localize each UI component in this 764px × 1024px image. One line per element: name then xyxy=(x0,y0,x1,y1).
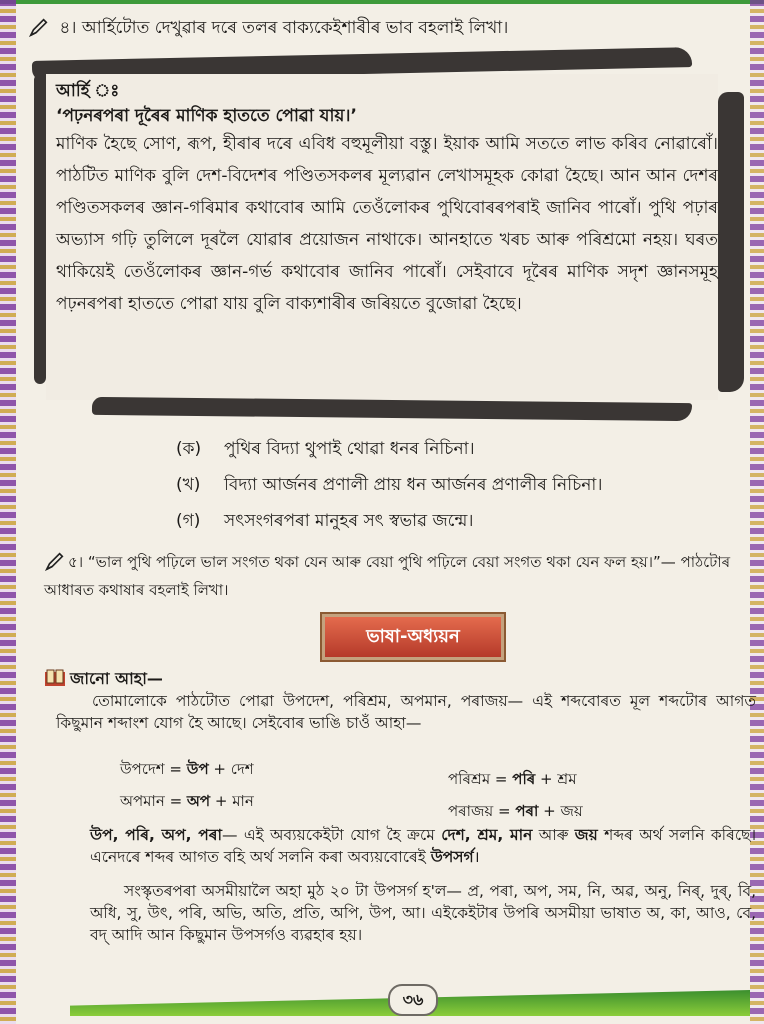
explain-bold: উপ, পৰি, অপ, পৰা xyxy=(90,826,223,844)
breakdown-word: উপদেশ xyxy=(120,760,165,778)
option-marker: (গ) xyxy=(176,511,201,531)
section-heading-bhasha-adhyayan: ভাষা-অধ্যয়ন xyxy=(322,614,504,660)
sanskrit-prefix-paragraph: সংস্কৃতৰপৰা অসমীয়ালৈ অহা মুঠ ২০ টা উপসৰ্গ হ'ল— প্ৰ, পৰা, অপ, সম, নি, অৱ, অনু, নিৰ্, দুৰ্, বি, অধি, সু, উৎ, পৰি, অভি, অতি, প্ৰতি, অপি, উপ, আ। এইকেইটাৰ উপৰি অসমীয়া ভাষাত অ, কা, আও, বে, বদ্ আদি আন কিছুমান উপসৰ্গও ব্যৱহাৰ হয়। xyxy=(90,882,756,944)
question-5 xyxy=(44,548,750,604)
brush-frame-right xyxy=(718,92,744,392)
breakdown-prefix: অপ xyxy=(186,792,211,810)
breakdown-porishrom: পৰিশ্ৰম = পৰি + শ্ৰম xyxy=(448,770,577,788)
option-text: পুথিৰ বিদ্যা থুপাই থোৱা ধনৰ নিচিনা। xyxy=(224,439,475,459)
explain-bold: জয় xyxy=(574,826,598,844)
question-4-text: ৪। আৰ্হিটোত দেখুৱাৰ দৰে তলৰ বাক্যকেইশাৰীৰ ভাব বহলাই লিখা। xyxy=(59,18,509,38)
breakdown-opoman: অপমান = অপ + মান xyxy=(120,792,254,810)
question-5-text: ৫। “ভাল পুথি পঢ়িলে ভাল সংগত থকা যেন আৰু বেয়া পুথি পঢ়িলে বেয়া সংগত থকা যেন ফল হয়।”— পাঠটোৰ আধাৰত কথাষাৰ বহলাই লিখা। xyxy=(44,553,731,599)
breakdown-word: অপমান xyxy=(120,792,165,810)
breakdown-word: পৰাজয় xyxy=(448,802,494,820)
breakdown-prefix: পৰি xyxy=(512,770,536,788)
option-text: বিদ্যা আৰ্জনৰ প্ৰণালী প্ৰায় ধন আৰ্জনৰ প্ৰণালীৰ নিচিনা। xyxy=(224,475,603,495)
example-title: আৰ্হি ঃ xyxy=(56,81,120,101)
breakdown-root: জয় xyxy=(560,802,583,820)
example-body: মাণিক হৈছে সোণ, ৰূপ, হীৰাৰ দৰে এবিধ বহুমূলীয়া বস্তু। ইয়াক আমি সততে লাভ কৰিব নোৱাৰোঁ। পাঠটিত মাণিক বুলি দেশ-বিদেশৰ পণ্ডিতসকলৰ মূল্যৱান লেখাসমূহক কোৱা হৈছে। আন আন দেশৰ পণ্ডিতসকলৰ জ্ঞান-গৰিমাৰ কথাবোৰ আমি তেওঁলোকৰ পুথিবোৰৰপৰাই জানিব পাৰোঁ। পুথি পঢ়াৰ অভ্যাস গঢ়ি তুলিলে দূৰলৈ যোৱাৰ প্ৰয়োজন নাথাকে। আনহাতে খৰচ আৰু পৰিশ্ৰমো নহয়। ঘৰত থাকিয়েই তেওঁলোকৰ জ্ঞান-গৰ্ভ কথাবোৰ জানিব পাৰোঁ। সেইবাবে দূৰৈৰ মাণিক সদৃশ জ্ঞানসমূহ পঢ়নৰপৰা হাততে পোৱা যায় বুলি বাক্যশাৰীৰ জৰিয়তে বুজোৱা হৈছে। xyxy=(56,134,718,314)
explain-paragraph: উপ, পৰি, অপ, পৰা— এই অব্যয়কেইটা যোগ হৈ ক্ৰমে দেশ, শ্ৰম, মান আৰু জয় শব্দৰ অৰ্থ সলনি কৰিছে। এনেদৰে শব্দৰ আগত বহি অৰ্থ সলনি কৰা অব্যয়বোৰেই উপসৰ্গ। xyxy=(90,826,756,866)
pencil-icon xyxy=(28,16,50,38)
explain-bold: দেশ, শ্ৰম, মান xyxy=(441,826,533,844)
brush-frame-left xyxy=(34,74,46,384)
breakdown-porajoy: পৰাজয় = পৰা + জয় xyxy=(448,802,583,820)
breakdown-word: পৰিশ্ৰম xyxy=(448,770,491,788)
example-quote: ‘পঢ়নৰপৰা দূৰৈৰ মাণিক হাততে পোৱা যায়।’ xyxy=(56,106,357,126)
option-ga xyxy=(176,508,473,536)
explain-bold: উপসৰ্গ xyxy=(430,848,474,866)
breakdown-upadesh: উপদেশ = উপ + দেশ xyxy=(120,760,254,778)
option-marker: (খ) xyxy=(176,475,201,495)
option-marker: (ক) xyxy=(176,439,202,459)
option-text: সৎসংগৰপৰা মানুহৰ সৎ স্বভাৱ জন্মে। xyxy=(224,511,474,531)
pencil-icon xyxy=(44,550,66,572)
know-heading-text: জানো আহা— xyxy=(70,669,163,688)
page-number: ৩৬ xyxy=(388,984,438,1016)
breakdown-root: দেশ xyxy=(230,760,254,778)
know-heading xyxy=(44,666,163,693)
breakdown-prefix: উপ xyxy=(186,760,209,778)
question-4 xyxy=(28,16,508,39)
decorative-right-border xyxy=(750,0,764,1024)
decorative-left-border xyxy=(0,0,16,1024)
option-ka xyxy=(176,436,475,464)
book-icon xyxy=(44,669,66,687)
option-kha xyxy=(176,472,602,500)
intro-paragraph: তোমালোকে পাঠটোত পোৱা উপদেশ, পৰিশ্ৰম, অপমান, পৰাজয়— এই শব্দবোৰত মূল শব্দটোৰ আগত কিছুমান শব্দাংশ যোগ হৈ আছে। সেইবোৰ ভাঙি চাওঁ আহা— xyxy=(56,692,756,732)
breakdown-root: শ্ৰম xyxy=(557,770,577,788)
breakdown-prefix: পৰা xyxy=(515,802,539,820)
breakdown-root: মান xyxy=(232,792,254,810)
textbook-page xyxy=(22,0,756,1024)
brush-frame-bottom xyxy=(92,397,692,421)
